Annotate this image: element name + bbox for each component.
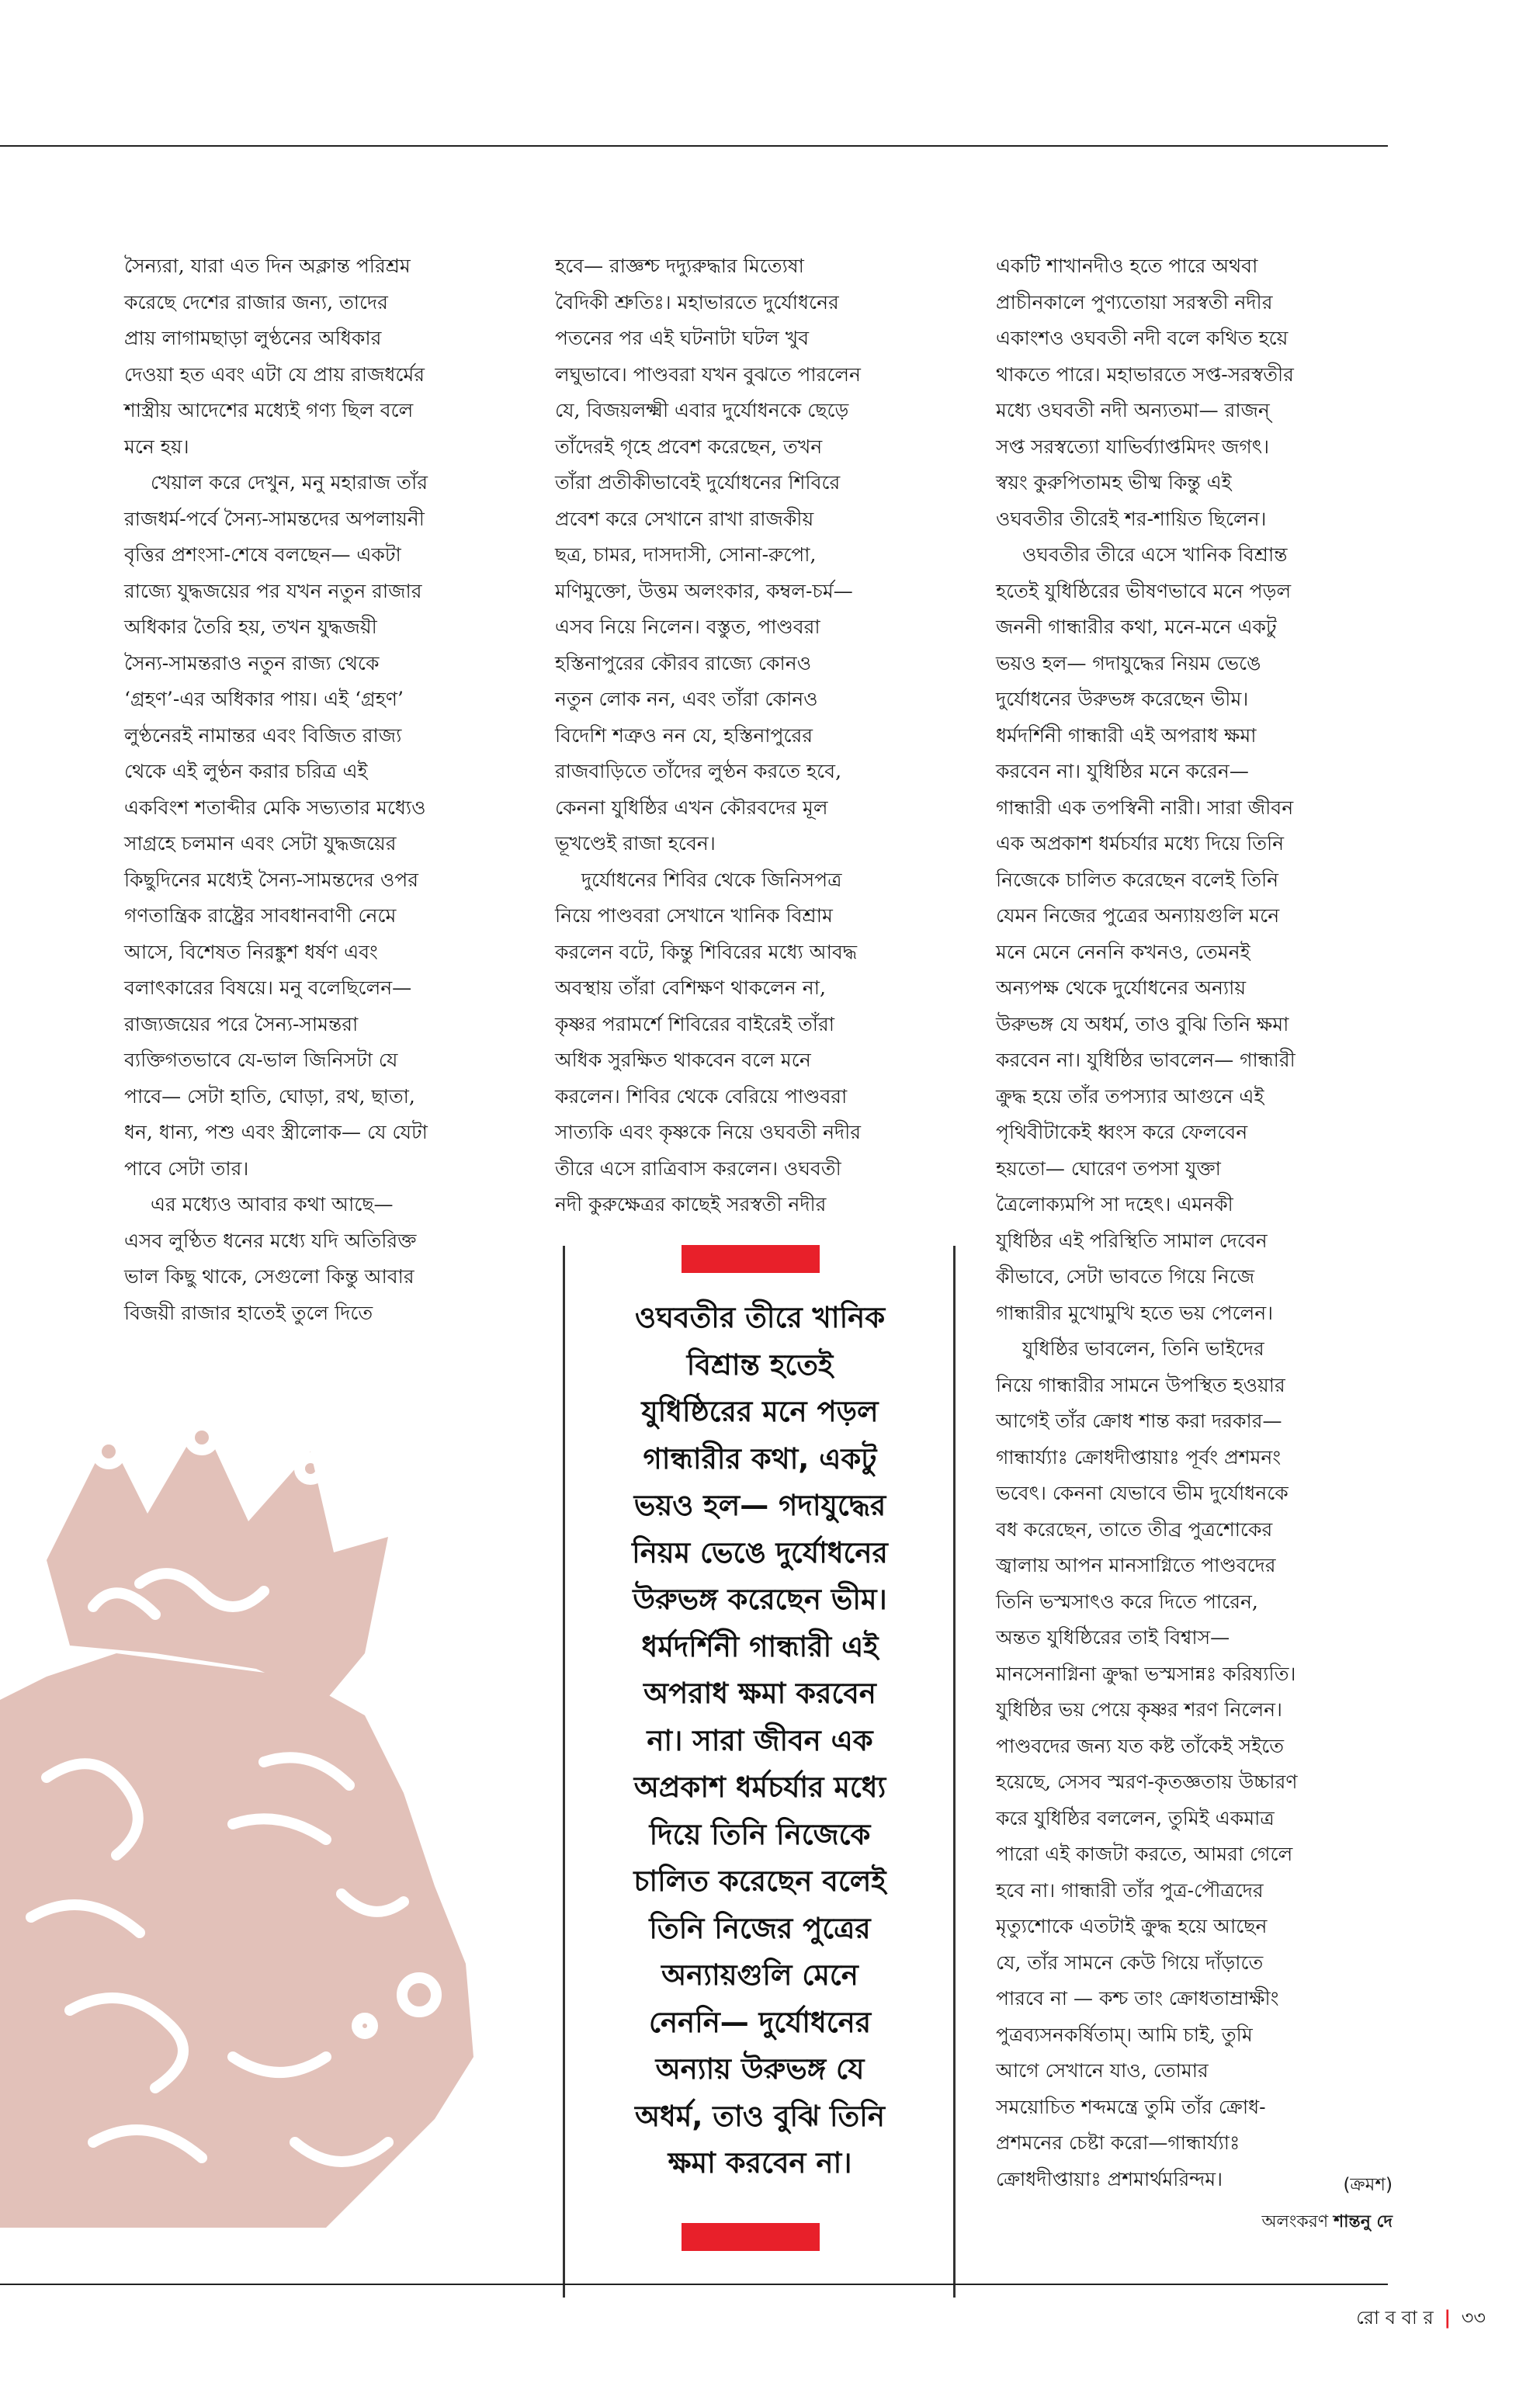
pullquote-line: উরুভঙ্গ করেছেন ভীম।: [633, 1583, 887, 1616]
text-line: বলাৎকারের বিষয়ে। মনু বলেছিলেন—: [124, 976, 412, 999]
text-line: এক অপ্রকাশ ধর্মচর্যার মধ্যে দিয়ে তিনি: [996, 832, 1285, 855]
text-line: খেয়াল করে দেখুন, মনু মহারাজ তাঁর: [151, 471, 428, 494]
text-line: অন্যপক্ষ থেকে দুর্যোধনের অন্যায়: [996, 976, 1247, 999]
text-line: করবেন না। যুধিষ্ঠির মনে করেন—: [996, 760, 1249, 782]
text-line: সৈন্য-সামন্তরাও নতুন রাজ্য থেকে: [124, 651, 380, 675]
footer-rule: [0, 2284, 1388, 2285]
text-line: নিজেকে চালিত করেছেন বলেই তিনি: [996, 868, 1279, 891]
text-line: মনে হয়।: [124, 435, 189, 458]
text-line: বৈদিকী শ্রুতিঃ। মহাভারতে দুর্যোধনের: [555, 290, 839, 314]
text-line: যেমন নিজের পুত্রের অন্যায়গুলি মনে: [996, 904, 1280, 927]
text-line: ক্রোধদীপ্তায়াঃ প্রশমার্থমরিন্দম।: [996, 2167, 1223, 2190]
folio-separator: |: [1444, 2307, 1452, 2329]
pullquote-line: অপ্রকাশ ধর্মচর্যার মধ্যে: [633, 1770, 886, 1804]
text-line: এর মধ্যেও আবার কথা আছে—: [151, 1193, 394, 1216]
pullquote-line: যুধিষ্ঠিরের মনে পড়ল: [641, 1395, 879, 1428]
text-line: অধিক সুরক্ষিত থাকবেন বলে মনে: [555, 1049, 811, 1071]
text-line: নদী কুরুক্ষেত্রর কাছেই সরস্বতী নদীর: [555, 1193, 827, 1216]
text-line: মৃত্যুশোকে এতটাই ক্রুদ্ধ হয়ে আছেন: [996, 1915, 1268, 1937]
text-line: পতনের পর এই ঘটনাটা ঘটল খুব: [555, 327, 810, 349]
text-line: আগে সেখানে যাও, তোমার: [996, 2059, 1209, 2082]
pullquote-right-rule: [953, 1246, 956, 2298]
text-line: বিদেশি শত্রুও নন যে, হস্তিনাপুরের: [555, 723, 813, 747]
text-line: রাজধর্ম-পর্বে সৈন্য-সামন্তদের অপলায়নী: [124, 507, 425, 530]
text-line: রাজবাড়িতে তাঁদের লুণ্ঠন করতে হবে,: [555, 760, 842, 782]
text-line: পৃথিবীটাকেই ধ্বংস করে ফেলবেন: [996, 1121, 1248, 1143]
text-line: ব্যক্তিগতভাবে যে-ভাল জিনিসটা যে: [124, 1049, 398, 1071]
text-line: কৃষ্ণর পরামর্শে শিবিরের বাইরেই তাঁরা: [555, 1012, 834, 1035]
text-line: আসে, বিশেষত নিরঙ্কুশ ধর্ষণ এবং: [124, 940, 378, 963]
text-line: বধ করেছেন, তাতে তীব্র পুত্রশোকের: [996, 1517, 1273, 1541]
text-line: জননী গান্ধারীর কথা, মনে-মনে একটু: [996, 616, 1277, 638]
text-line: দুর্যোধনের শিবির থেকে জিনিসপত্র: [581, 868, 842, 891]
text-line: ছত্র, চামর, দাসদাসী, সোনা-রুপো,: [555, 543, 817, 566]
text-line: ধর্মদর্শিনী গান্ধারী এই অপরাধ ক্ষমা: [996, 723, 1257, 747]
text-line: কীভাবে, সেটা ভাবতে গিয়ে নিজে: [996, 1265, 1255, 1288]
text-line: জ্বালায় আপন মানসাগ্নিতে পাণ্ডবদের: [996, 1554, 1276, 1576]
text-line: তাঁদেরই গৃহে প্রবেশ করেছেন, তখন: [555, 435, 823, 458]
text-line: অধিকার তৈরি হয়, তখন যুদ্ধজয়ী: [124, 616, 377, 638]
text-line: কেননা যুধিষ্ঠির এখন কৌরবদের মূল: [555, 796, 828, 819]
text-line: হতেই যুধিষ্ঠিরের ভীষণভাবে মনে পড়ল: [996, 579, 1292, 602]
magazine-name: রো ব বা র: [1356, 2307, 1434, 2329]
text-line: নিয়ে পাণ্ডবরা সেখানে খানিক বিশ্রাম: [555, 904, 833, 927]
pullquote-bottom-bar: [682, 2223, 820, 2251]
text-line: সপ্ত সরস্বত্যো যাভির্ব্যাপ্তমিদং জগৎ।: [996, 435, 1270, 458]
article-column-2: [555, 248, 861, 1223]
pullquote-line: অপরাধ ক্ষমা করবেন: [643, 1677, 876, 1710]
text-line: এসব নিয়ে নিলেন। বস্তুত, পাণ্ডবরা: [555, 616, 820, 638]
text-line: করে যুধিষ্ঠির বললেন, তুমিই একমাত্র: [996, 1806, 1275, 1829]
continued-note: (ক্রমশ): [1343, 2175, 1393, 2195]
pullquote-line: ধর্মদর্শিনী গান্ধারী এই: [641, 1629, 879, 1663]
pullquote-top-bar: [682, 1245, 820, 1273]
pullquote-line: চালিত করেছেন বলেই: [633, 1864, 886, 1898]
credit-name: শান্তনু দে: [1334, 2212, 1393, 2232]
text-line: যে, বিজয়লক্ষ্মী এবার দুর্যোধনকে ছেড়ে: [555, 399, 849, 421]
text-line: সময়োচিত শব্দমন্ত্রে তুমি তাঁর ক্রোধ-: [996, 2095, 1266, 2118]
text-line: এসব লুণ্ঠিত ধনের মধ্যে যদি অতিরিক্ত: [124, 1229, 417, 1252]
text-line: মণিমুক্তো, উত্তম অলংকার, কম্বল-চর্ম—: [555, 579, 853, 602]
text-line: সৈন্যরা, যারা এত দিন অক্লান্ত পরিশ্রম: [124, 255, 411, 277]
text-line: প্রায় লাগামছাড়া লুণ্ঠনের অধিকার: [124, 327, 382, 349]
text-line: স্বয়ং কুরুপিতামহ ভীষ্ম কিন্তু এই: [996, 471, 1232, 494]
text-line: প্রবেশ করে সেখানে রাখা রাজকীয়: [555, 507, 814, 530]
text-line: পারবে না — কশ্চ তাং ক্রোধতাম্রাক্ষীং: [996, 1987, 1279, 2010]
text-line: প্রশমনের চেষ্টা করো—গান্ধার্য্যাঃ: [996, 2131, 1240, 2154]
page-number: ৩৩: [1461, 2307, 1486, 2329]
text-line: একাংশও ওঘবতী নদী বলে কথিত হয়ে: [996, 327, 1289, 349]
text-line: পাণ্ডবদের জন্য যত কষ্ট তাঁকেই সইতে: [996, 1734, 1285, 1757]
pullquote-line: গান্ধারীর কথা, একটু: [643, 1441, 877, 1476]
text-line: একবিংশ শতাব্দীর মেকি সভ্যতার মধ্যেও: [124, 796, 426, 819]
pullquote-line: অধর্ম, তাও বুঝি তিনি: [635, 2099, 885, 2133]
text-line: একটি শাখানদীও হতে পারে অথবা: [996, 255, 1258, 277]
text-line: দেওয়া হত এবং এটা যে প্রায় রাজধর্মের: [124, 362, 425, 386]
text-line: ভয়ও হল— গদাযুদ্ধের নিয়ম ভেঙে: [996, 651, 1261, 675]
article-column-1: [124, 248, 428, 1331]
text-line: ভবেৎ। কেননা যেভাবে ভীম দুর্যোধনকে: [996, 1482, 1289, 1504]
text-line: লুণ্ঠনেরই নামান্তর এবং বিজিত রাজ্য: [124, 723, 402, 747]
text-line: হয়তো— ঘোরেণ তপসা যুক্তা: [996, 1157, 1221, 1180]
text-line: যুধিষ্ঠির এই পরিস্থিতি সামাল দেবেন: [996, 1229, 1268, 1252]
text-line: ধন, ধান্য, পশু এবং স্ত্রীলোক— যে যেটা: [124, 1121, 428, 1143]
pullquote-line: দিয়ে তিনি নিজেকে: [649, 1817, 871, 1851]
pullquote-left-rule: [563, 1246, 565, 2298]
pullquote-line: না। সারা জীবন এক: [647, 1723, 873, 1757]
text-line: শাস্ত্রীয় আদেশের মধ্যেই গণ্য ছিল বলে: [124, 399, 414, 421]
text-line: ‘গ্রহণ’-এর অধিকার পায়। এই ‘গ্রহণ’: [124, 688, 404, 710]
text-line: মধ্যে ওঘবতী নদী অন্যতমা— রাজন্: [996, 399, 1270, 421]
article-column-3: [996, 248, 1298, 2197]
text-line: সাত্যকি এবং কৃষ্ণকে নিয়ে ওঘবতী নদীর: [555, 1121, 862, 1143]
text-line: বৃত্তির প্রশংসা-শেষে বলছেন— একটা: [124, 543, 401, 566]
text-line: ক্রুদ্ধ হয়ে তাঁর তপস্যার আগুনে এই: [996, 1084, 1264, 1108]
text-line: প্রাচীনকালে পুণ্যতোয়া সরস্বতী নদীর: [996, 290, 1273, 314]
text-line: করলেন। শিবির থেকে বেরিয়ে পাণ্ডবরা: [555, 1084, 848, 1108]
text-line: হবে না। গান্ধারী তাঁর পুত্র-পৌত্রদের: [996, 1878, 1264, 1902]
pullquote-line: ভয়ও হল— গদাযুদ্ধের: [633, 1489, 886, 1522]
text-line: যুধিষ্ঠির ভাবলেন, তিনি ভাইদের: [1022, 1337, 1264, 1360]
text-line: রাজ্যে যুদ্ধজয়ের পর যখন নতুন রাজার: [124, 579, 422, 602]
text-line: থাকতে পারে। মহাভারতে সপ্ত-সরস্বতীর: [996, 362, 1294, 386]
text-line: হবে— রাজ্ঞশ্চ দদ্যুরুদ্ধার মিত্যেষা: [555, 255, 804, 277]
text-line: নতুন লোক নন, এবং তাঁরা কোনও: [555, 688, 818, 710]
page-folio: [1356, 2304, 1486, 2335]
queen-illustration: [0, 1420, 520, 2228]
text-line: লঘুভাবে। পাণ্ডবরা যখন বুঝতে পারলেন: [555, 362, 861, 386]
text-line: হস্তিনাপুরের কৌরব রাজ্যে কোনও: [555, 651, 812, 675]
text-line: ওঘবতীর তীরেই শর-শায়িত ছিলেন।: [996, 507, 1267, 530]
text-line: ওঘবতীর তীরে এসে খানিক বিশ্রান্ত: [1022, 543, 1288, 566]
text-line: মানসেনাগ্নিনা ক্রুদ্ধা ভস্মসান্নঃ করিষ্যতি।: [996, 1662, 1296, 1685]
text-line: গণতান্ত্রিক রাষ্ট্রের সাবধানবাণী নেমে: [124, 904, 397, 927]
text-line: যে, তাঁর সামনে কেউ গিয়ে দাঁড়াতে: [996, 1951, 1264, 1974]
text-line: গান্ধারী এক তপস্বিনী নারী। সারা জীবন: [996, 796, 1294, 819]
text-line: রাজ্যজয়ের পরে সৈন্য-সামন্তরা: [124, 1012, 359, 1035]
text-line: পাবে— সেটা হাতি, ঘোড়া, রথ, ছাতা,: [124, 1084, 415, 1108]
text-line: গান্ধার্য্যাঃ ক্রোধদীপ্তায়াঃ পূর্বং প্রশমনং: [996, 1445, 1282, 1469]
text-line: গান্ধারীর মুখোমুখি হতে ভয় পেলেন।: [996, 1301, 1274, 1324]
text-line: করেছে দেশের রাজার জন্য, তাদের: [124, 290, 388, 314]
text-line: আগেই তাঁর ক্রোধ শান্ত করা দরকার—: [996, 1410, 1282, 1432]
text-line: সাগ্রহে চলমান এবং সেটা যুদ্ধজয়ের: [124, 832, 397, 855]
pullquote-line: বিশ্রান্ত হতেই: [686, 1347, 834, 1382]
text-line: দুর্যোধনের উরুভঙ্গ করেছেন ভীম।: [996, 688, 1249, 710]
text-line: করবেন না। যুধিষ্ঠির ভাবলেন— গান্ধারী: [996, 1049, 1295, 1071]
text-line: করলেন বটে, কিন্তু শিবিরের মধ্যে আবদ্ধ: [555, 940, 858, 963]
pullquote-line: নেননি— দুর্যোধনের: [648, 2005, 872, 2039]
text-line: যুধিষ্ঠির ভয় পেয়ে কৃষ্ণর শরণ নিলেন।: [996, 1698, 1282, 1721]
text-line: ত্রৈলোক্যমপি সা দহেৎ। এমনকী: [996, 1193, 1233, 1216]
text-line: হয়েছে, সেসব স্মরণ-কৃতজ্ঞতায় উচ্চারণ: [996, 1770, 1298, 1793]
pullquote-line: ক্ষমা করবেন না।: [668, 2146, 852, 2180]
pullquote-line: তিনি নিজের পুত্রের: [649, 1911, 871, 1945]
pullquote-line: অন্যায় উরুভঙ্গ যে: [655, 2052, 865, 2086]
text-line: মনে মেনে নেননি কখনও, তেমনই: [996, 940, 1250, 963]
text-line: ভূখণ্ডেই রাজা হবেন।: [555, 832, 716, 855]
pullquote-line: ওঘবতীর তীরে খানিক: [634, 1301, 886, 1334]
text-line: কিছুদিনের মধ্যেই সৈন্য-সামন্তদের ওপর: [124, 868, 419, 891]
text-line: থেকে এই লুণ্ঠন করার চরিত্র এই: [124, 760, 368, 782]
illustration-credit: [1261, 2208, 1393, 2237]
pullquote: [571, 1295, 949, 2187]
pullquote-line: অন্যায়গুলি মেনে: [661, 1958, 858, 1992]
credit-label: অলংকরণ: [1261, 2212, 1329, 2232]
text-line: অবস্থায় তাঁরা বেশিক্ষণ থাকলেন না,: [555, 976, 826, 999]
text-line: তিনি ভস্মসাৎও করে দিতে পারেন,: [996, 1590, 1258, 1613]
text-line: ভাল কিছু থাকে, সেগুলো কিন্তু আবার: [124, 1265, 414, 1288]
text-line: নিয়ে গান্ধারীর সামনে উপস্থিত হওয়ার: [996, 1373, 1285, 1396]
text-line: তীরে এসে রাত্রিবাস করলেন। ওঘবতী: [555, 1157, 841, 1180]
header-rule: [0, 145, 1388, 147]
text-line: অন্তত যুধিষ্ঠিরের তাই বিশ্বাস—: [996, 1626, 1230, 1649]
text-line: উরুভঙ্গ যে অধর্ম, তাও বুঝি তিনি ক্ষমা: [996, 1012, 1289, 1035]
text-line: পুত্রব্যসনকর্ষিতাম্। আমি চাই, তুমি: [996, 2023, 1253, 2046]
text-line: তাঁরা প্রতীকীভাবেই দুর্যোধনের শিবিরে: [555, 471, 841, 494]
pullquote-line: নিয়ম ভেঙে দুর্যোধনের: [632, 1535, 888, 1569]
text-line: পারো এই কাজটা করতে, আমরা গেলে: [996, 1843, 1293, 1865]
text-line: পাবে সেটা তার।: [124, 1157, 249, 1180]
text-line: বিজয়ী রাজার হাতেই তুলে দিতে: [124, 1301, 373, 1324]
